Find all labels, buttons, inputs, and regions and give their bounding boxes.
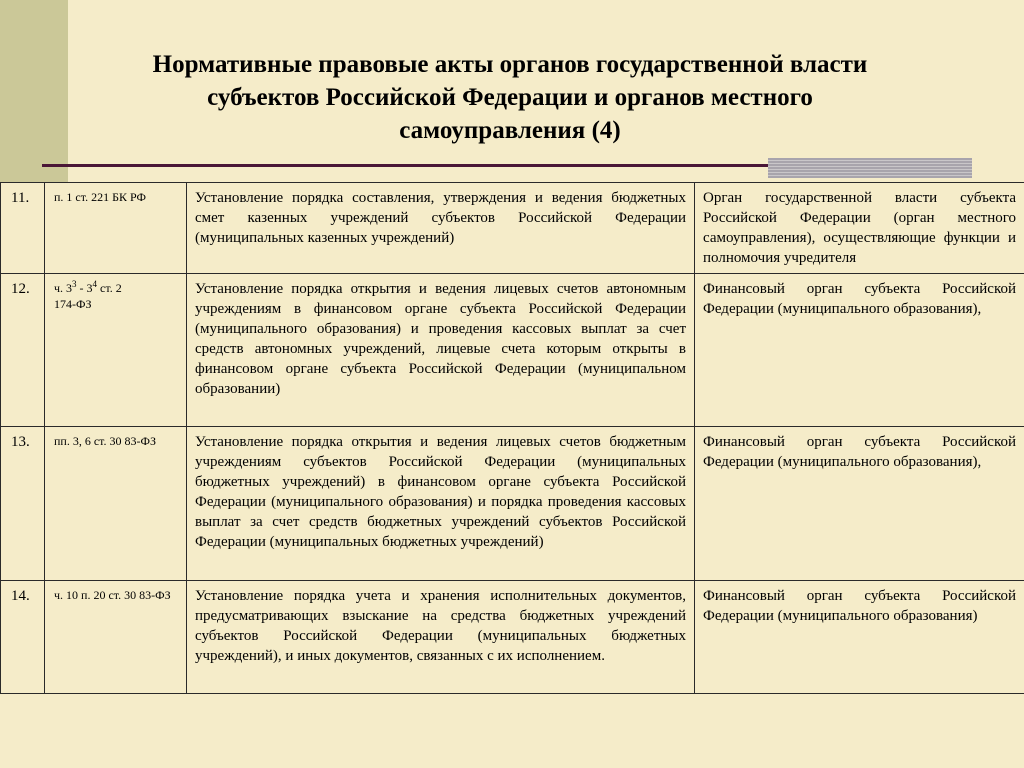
table-row [1,581,1024,694]
title-line-3: самоуправления (4) [399,117,621,144]
table-row [1,274,1024,427]
row-responsible-body: Финансовый орган субъекта Российской Федерации (муниципального образования), [695,274,1024,427]
source-line-2: 174-ФЗ [54,297,92,311]
row-responsible-body: Финансовый орган субъекта Российской Федерации (муниципального образования) [695,581,1024,694]
decorative-grey-bar [768,158,972,178]
row-source: пп. 3, 6 ст. 30 83-ФЗ [45,427,187,581]
acts-table-wrapper [0,182,1024,694]
row-description: Установление порядка составления, утверждения и ведения бюджетных смет казенных учреждений субъектов Российской Федерации (муниципальных казенных учреждений) [187,183,695,274]
row-source: п. 1 ст. 221 БК РФ [45,183,187,274]
row-source [45,274,187,427]
row-responsible-body: Орган государственной власти субъекта Российской Федерации (орган местного самоуправления), осуществляющие функции и полномочия учредителя [695,183,1024,274]
row-source: ч. 10 п. 20 ст. 30 83-ФЗ [45,581,187,694]
source-sup-2: 4 [92,279,98,289]
row-number: 14. [1,581,45,694]
row-number: 12. [1,274,45,427]
slide-title [90,48,930,147]
table-row [1,183,1024,274]
row-description: Установление порядка учета и хранения исполнительных документов, предусматривающих взыскание на средства бюджетных учреждений субъектов Российской Федерации (муниципальных бюджетных учреждений), и иных документов, связанных с их исполнением. [187,581,695,694]
row-number: 13. [1,427,45,581]
row-description: Установление порядка открытия и ведения лицевых счетов автономным учреждениям в финансовом органе субъекта Российской Федерации (муниципального образования) и проведения кассовых выплат за счет средств автономных учреждений, лицевые счета которым открыты в финансовом органе субъекта Российской Федерации (муниципальном образовании) [187,274,695,427]
row-description: Установление порядка открытия и ведения лицевых счетов бюджетным учреждениям субъектов Российской Федерации (муниципальных бюджетных учреждений) в финансовом органе субъекта Российской Федерации (муниципального образования) и порядка проведения кассовых выплат за счет средств бюджетных учреждений субъектов Российской Федерации (муниципальных бюджетных учреждений) [187,427,695,581]
source-suffix: ст. 2 [97,281,122,295]
table-row [1,427,1024,581]
source-prefix: ч. 3 [54,281,73,295]
source-sup-1: 3 [72,279,77,289]
row-responsible-body: Финансовый орган субъекта Российской Федерации (муниципального образования), [695,427,1024,581]
row-number: 11. [1,183,45,274]
title-line-1: Нормативные правовые акты органов государственной власти [152,51,868,78]
acts-table [0,182,1024,694]
source-mid: - 3 [76,281,93,295]
title-line-2: субъектов Российской Федерации и органов местного [207,84,813,111]
